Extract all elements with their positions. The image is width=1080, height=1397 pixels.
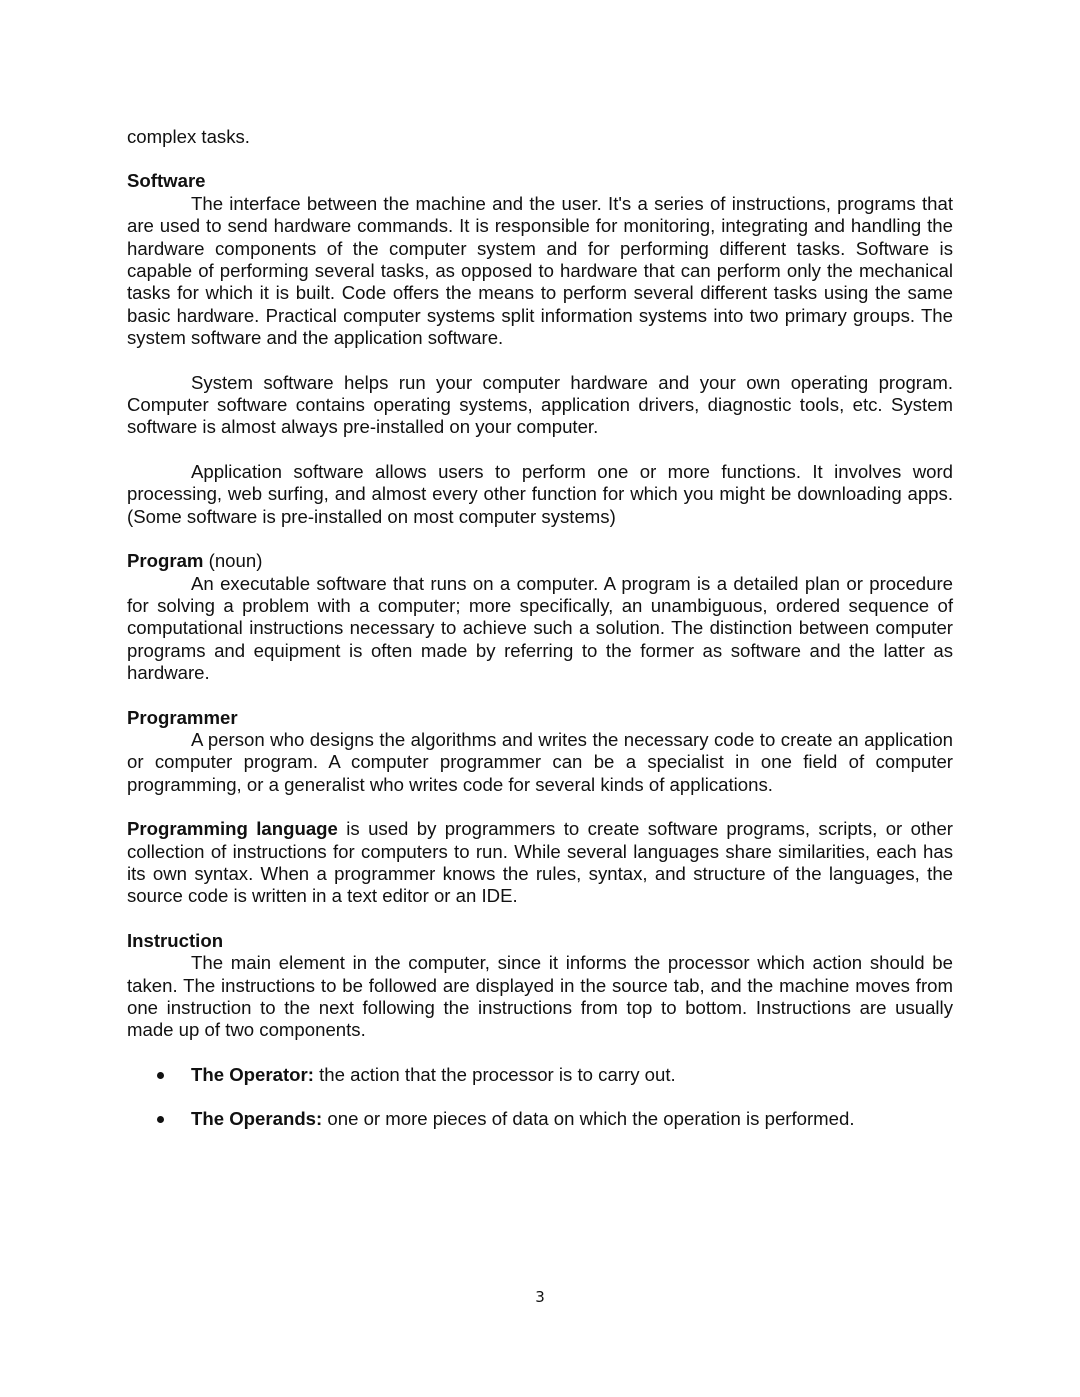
instruction-bullet-list	[127, 1064, 953, 1131]
instruction-paragraph-1: The main element in the computer, since it informs the processor which action should be taken. The instructions to be followed are displayed in the source tab, and the machine moves from one instruction to the next following the instructions from top to bottom. Instructions are usually made up of two components.	[127, 952, 953, 1041]
programmer-heading: Programmer	[127, 706, 238, 728]
section-software	[127, 170, 953, 528]
software-heading: Software	[127, 170, 206, 192]
program-heading: Program	[127, 550, 204, 572]
section-program	[127, 550, 953, 684]
program-paragraph-1: An executable software that runs on a computer. A program is a detailed plan or procedure for solving a problem with a computer; more specifically, an unambiguous, ordered sequence of computational instructions necessary to achieve such a solution. The distinction between computer programs and equipment is often made by referring to the former as software and the latter as hardware.	[127, 572, 953, 684]
bullet-icon	[157, 1116, 164, 1123]
spacer	[127, 1042, 953, 1064]
software-paragraph-2: System software helps run your computer hardware and your own operating program. Computer software contains operating systems, application drivers, diagnostic tools, etc. System software is almost always pre-installed on your computer.	[127, 371, 953, 438]
spacer	[127, 685, 953, 707]
bullet-term: The Operands:	[191, 1108, 323, 1130]
spacer	[127, 528, 953, 550]
section-programming-language	[127, 818, 953, 908]
bullet-icon	[157, 1072, 164, 1079]
spacer	[127, 350, 953, 372]
spacer	[127, 148, 953, 170]
program-heading-line	[127, 550, 953, 572]
programming-language-paragraph	[127, 818, 953, 908]
spacer	[127, 796, 953, 818]
page-number: 3	[535, 1288, 545, 1306]
bullet-text: one or more pieces of data on which the operation is performed.	[322, 1108, 855, 1130]
bullet-term: The Operator:	[191, 1063, 314, 1085]
section-programmer	[127, 707, 953, 797]
bullet-text: the action that the processor is to carry out.	[313, 1063, 676, 1085]
software-paragraph-3: Application software allows users to perform one or more functions. It involves word processing, web surfing, and almost every other function for which you might be downloading apps. (Some software is pre-installed on most computer systems)	[127, 460, 953, 527]
list-item	[127, 1108, 953, 1130]
intro-fragment: complex tasks.	[127, 126, 250, 147]
document-page	[127, 126, 953, 1131]
programming-language-term: Programming language	[127, 818, 338, 840]
section-instruction	[127, 930, 953, 1131]
software-paragraph-1: The interface between the machine and the user. It's a series of instructions, programs that are used to send hardware commands. It is responsible for monitoring, integrating and handling the hardware components of the computer system and for performing different tasks. Software is capable of performing several tasks, as opposed to hardware that can perform only the mechanical tasks for which it is built. Code offers the means to perform several different tasks using the same basic hardware. Practical computer systems split information systems into two primary groups. The system software and the application software.	[127, 192, 953, 349]
programming-language-text: is used by programmers to create software programs, scripts, or other collection of instructions for computers to run. While several languages share similarities, each has its own syntax. When a programmer knows the rules, syntax, and structure of the languages, the source code is written in a text editor or an IDE.	[127, 818, 953, 907]
instruction-heading: Instruction	[127, 929, 224, 951]
program-heading-suffix: (noun)	[203, 550, 263, 572]
list-item	[127, 1064, 953, 1086]
spacer	[127, 439, 953, 461]
programmer-paragraph-1: A person who designs the algorithms and writes the necessary code to create an application or computer program. A computer programmer can be a specialist in one field of computer programming, or a generalist who writes code for several kinds of applications.	[127, 728, 953, 795]
spacer	[127, 908, 953, 930]
